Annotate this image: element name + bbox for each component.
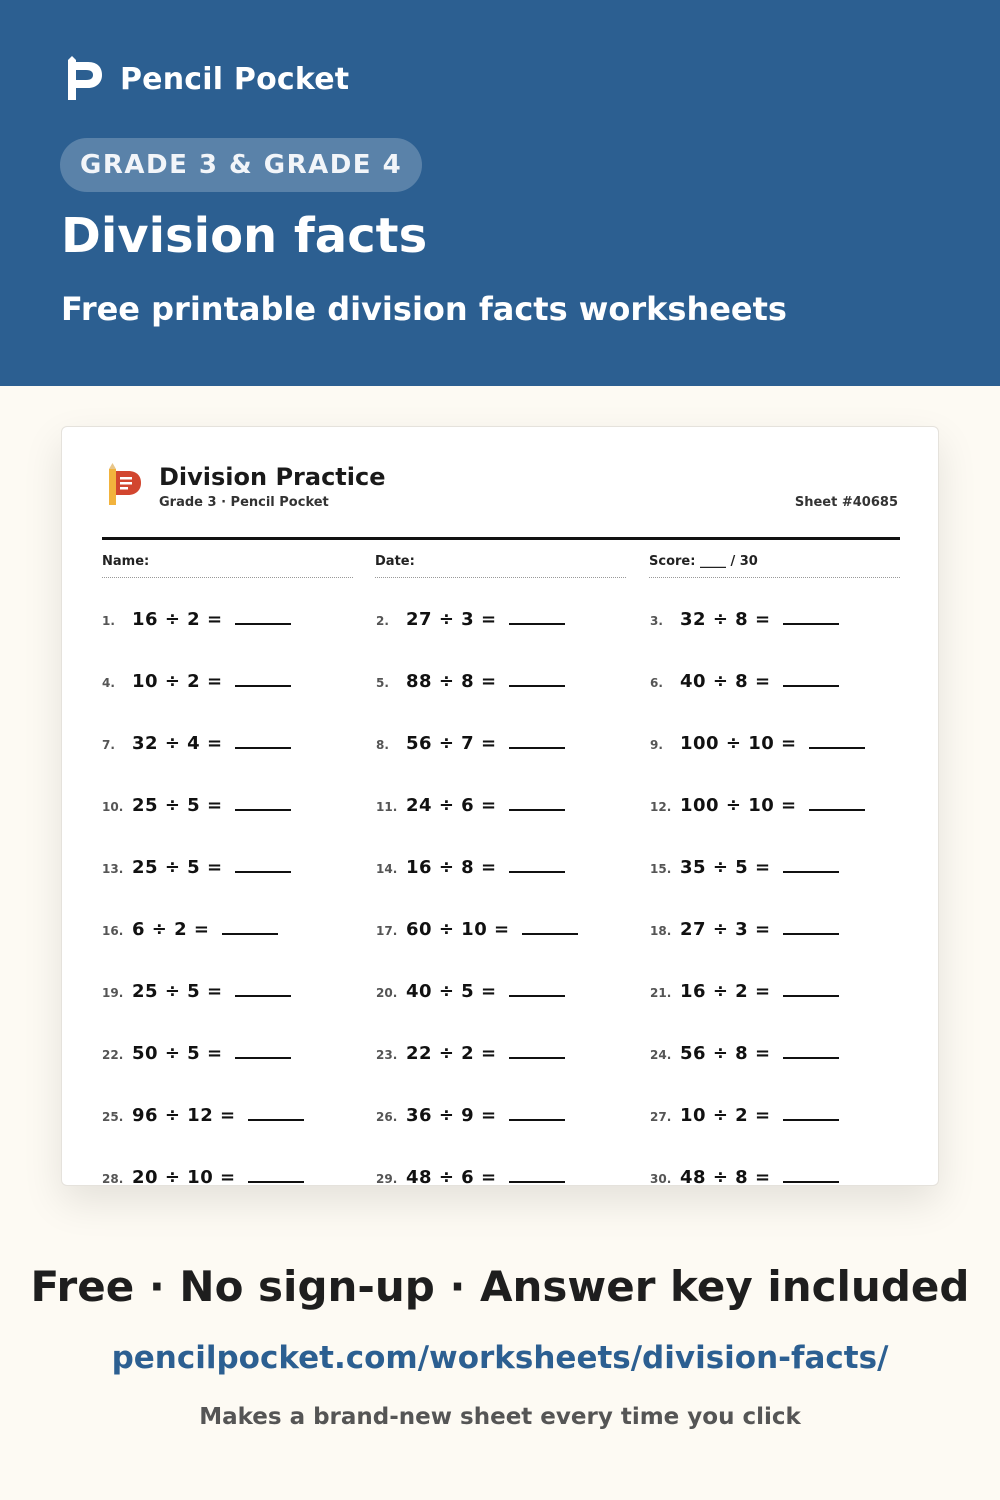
name-field: Name: <box>102 554 353 578</box>
problem-item <box>102 669 291 692</box>
answer-blank[interactable] <box>235 979 291 997</box>
answer-blank[interactable] <box>509 669 565 687</box>
problem-item <box>650 1165 839 1186</box>
problem-item <box>650 669 839 692</box>
problem-expression: 6 ÷ 2 = <box>132 919 210 940</box>
answer-blank[interactable] <box>809 793 865 811</box>
answer-blank[interactable] <box>783 979 839 997</box>
worksheet-subtitle: Grade 3 · Pencil Pocket <box>159 495 329 510</box>
problem-item <box>376 855 565 878</box>
problem-item <box>650 855 839 878</box>
problem-expression: 35 ÷ 5 = <box>680 857 771 878</box>
answer-blank[interactable] <box>783 669 839 687</box>
problem-number: 9. <box>650 738 663 752</box>
worksheet-preview[interactable] <box>61 426 939 1186</box>
answer-blank[interactable] <box>509 731 565 749</box>
brand[interactable] <box>64 56 349 102</box>
problem-item <box>376 979 565 1002</box>
problem-number: 8. <box>376 738 389 752</box>
footer-note: Makes a brand-new sheet every time you click <box>199 1404 801 1430</box>
problem-number: 28. <box>102 1172 124 1186</box>
problem-expression: 50 ÷ 5 = <box>132 1043 223 1064</box>
answer-blank[interactable] <box>783 917 839 935</box>
problem-expression: 27 ÷ 3 = <box>680 919 771 940</box>
answer-blank[interactable] <box>783 1165 839 1183</box>
problem-expression: 16 ÷ 8 = <box>406 857 497 878</box>
problem-number: 10. <box>102 800 124 814</box>
problem-expression: 22 ÷ 2 = <box>406 1043 497 1064</box>
problem-number: 18. <box>650 924 672 938</box>
problem-expression: 24 ÷ 6 = <box>406 795 497 816</box>
problem-item <box>376 1103 565 1126</box>
score-field: Score: ____ / 30 <box>649 554 900 578</box>
problem-expression: 32 ÷ 4 = <box>132 733 223 754</box>
problem-number: 11. <box>376 800 398 814</box>
answer-blank[interactable] <box>235 855 291 873</box>
problem-item <box>102 1165 304 1186</box>
problem-item <box>650 979 839 1002</box>
problem-expression: 100 ÷ 10 = <box>680 795 797 816</box>
problem-item <box>102 855 291 878</box>
answer-blank[interactable] <box>222 917 278 935</box>
problem-expression: 40 ÷ 5 = <box>406 981 497 1002</box>
footer-tagline: Free · No sign-up · Answer key included <box>30 1262 970 1311</box>
problem-number: 29. <box>376 1172 398 1186</box>
problem-number: 26. <box>376 1110 398 1124</box>
page-subtitle: Free printable division facts worksheets <box>61 290 787 328</box>
answer-blank[interactable] <box>248 1103 304 1121</box>
problem-expression: 16 ÷ 2 = <box>132 609 223 630</box>
problem-number: 22. <box>102 1048 124 1062</box>
problem-expression: 25 ÷ 5 = <box>132 795 223 816</box>
problem-item <box>376 917 578 940</box>
problem-expression: 32 ÷ 8 = <box>680 609 771 630</box>
problem-number: 24. <box>650 1048 672 1062</box>
problem-item <box>102 917 278 940</box>
problem-item <box>650 793 865 816</box>
problem-number: 3. <box>650 614 663 628</box>
problem-expression: 27 ÷ 3 = <box>406 609 497 630</box>
problem-item <box>102 1041 291 1064</box>
problem-number: 4. <box>102 676 115 690</box>
hero-banner <box>0 0 1000 386</box>
problem-item <box>650 1041 839 1064</box>
problem-item <box>376 793 565 816</box>
problem-number: 5. <box>376 676 389 690</box>
answer-blank[interactable] <box>235 669 291 687</box>
worksheet-title: Division Practice <box>159 463 386 491</box>
pencil-pocket-logo-icon <box>64 56 104 102</box>
answer-blank[interactable] <box>509 793 565 811</box>
grade-badge: GRADE 3 & GRADE 4 <box>60 138 422 192</box>
answer-blank[interactable] <box>235 607 291 625</box>
problem-item <box>102 793 291 816</box>
problem-item <box>650 917 839 940</box>
answer-blank[interactable] <box>509 607 565 625</box>
answer-blank[interactable] <box>235 793 291 811</box>
problem-number: 16. <box>102 924 124 938</box>
problem-number: 30. <box>650 1172 672 1186</box>
date-field: Date: <box>375 554 626 578</box>
problem-expression: 56 ÷ 8 = <box>680 1043 771 1064</box>
answer-blank[interactable] <box>809 731 865 749</box>
answer-blank[interactable] <box>235 731 291 749</box>
answer-blank[interactable] <box>509 855 565 873</box>
problem-item <box>102 979 291 1002</box>
worksheet-link[interactable]: pencilpocket.com/worksheets/division-facts/ <box>111 1340 889 1376</box>
problem-item <box>376 669 565 692</box>
answer-blank[interactable] <box>509 1165 565 1183</box>
problem-number: 27. <box>650 1110 672 1124</box>
problem-item <box>650 1103 839 1126</box>
problem-expression: 96 ÷ 12 = <box>132 1105 236 1126</box>
problem-item <box>102 607 291 630</box>
problem-number: 15. <box>650 862 672 876</box>
problem-expression: 48 ÷ 8 = <box>680 1167 771 1186</box>
answer-blank[interactable] <box>509 1103 565 1121</box>
answer-blank[interactable] <box>783 855 839 873</box>
problem-expression: 88 ÷ 8 = <box>406 671 497 692</box>
answer-blank[interactable] <box>783 607 839 625</box>
problem-number: 13. <box>102 862 124 876</box>
problem-number: 2. <box>376 614 389 628</box>
problem-number: 25. <box>102 1110 124 1124</box>
header-divider <box>102 537 900 540</box>
problem-expression: 16 ÷ 2 = <box>680 981 771 1002</box>
problem-expression: 10 ÷ 2 = <box>132 671 223 692</box>
problem-item <box>376 1041 565 1064</box>
problem-item <box>376 731 565 754</box>
problem-number: 17. <box>376 924 398 938</box>
answer-blank[interactable] <box>783 1103 839 1121</box>
problem-number: 7. <box>102 738 115 752</box>
problem-number: 12. <box>650 800 672 814</box>
sheet-number: Sheet #40685 <box>794 495 898 510</box>
answer-blank[interactable] <box>248 1165 304 1183</box>
problem-number: 1. <box>102 614 115 628</box>
problem-item <box>650 607 839 630</box>
pencil-pocket-logo-icon <box>106 463 144 507</box>
problem-expression: 10 ÷ 2 = <box>680 1105 771 1126</box>
answer-blank[interactable] <box>235 1041 291 1059</box>
problem-expression: 60 ÷ 10 = <box>406 919 510 940</box>
brand-name: Pencil Pocket <box>120 61 350 97</box>
problem-number: 14. <box>376 862 398 876</box>
answer-blank[interactable] <box>509 979 565 997</box>
problem-number: 23. <box>376 1048 398 1062</box>
problem-expression: 20 ÷ 10 = <box>132 1167 236 1186</box>
problem-expression: 56 ÷ 7 = <box>406 733 497 754</box>
answer-blank[interactable] <box>783 1041 839 1059</box>
problem-number: 19. <box>102 986 124 1000</box>
problem-item <box>376 1165 565 1186</box>
problem-number: 6. <box>650 676 663 690</box>
problem-number: 21. <box>650 986 672 1000</box>
problem-expression: 25 ÷ 5 = <box>132 857 223 878</box>
answer-blank[interactable] <box>522 917 578 935</box>
problem-number: 20. <box>376 986 398 1000</box>
page-title: Division facts <box>61 208 428 264</box>
problem-item <box>102 731 291 754</box>
problem-expression: 25 ÷ 5 = <box>132 981 223 1002</box>
problem-expression: 48 ÷ 6 = <box>406 1167 497 1186</box>
answer-blank[interactable] <box>509 1041 565 1059</box>
problem-item <box>376 607 565 630</box>
problem-expression: 100 ÷ 10 = <box>680 733 797 754</box>
problem-item <box>102 1103 304 1126</box>
problem-expression: 40 ÷ 8 = <box>680 671 771 692</box>
problem-item <box>650 731 865 754</box>
problem-expression: 36 ÷ 9 = <box>406 1105 497 1126</box>
